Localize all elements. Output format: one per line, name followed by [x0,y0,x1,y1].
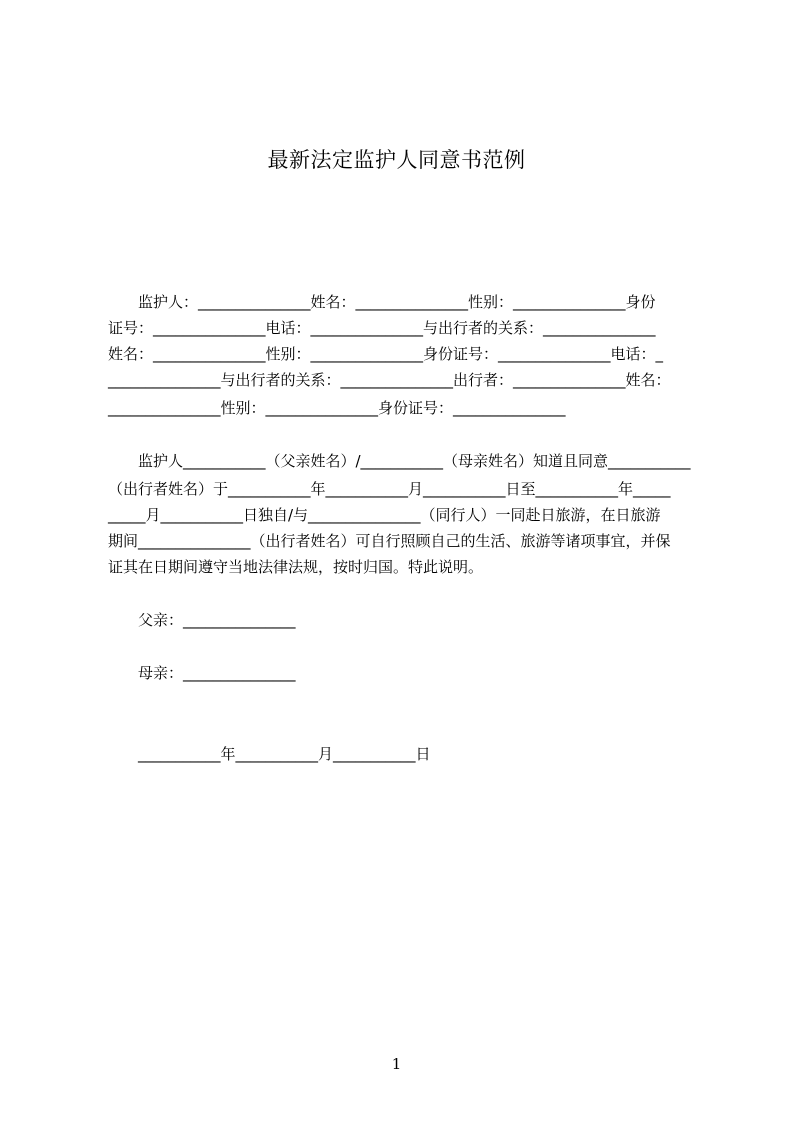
document-title: 最新法定监护人同意书范例 [267,148,526,172]
section2-line-2: （出行者姓名）于___________年___________月___________日至___________年_____ [108,480,671,498]
section2-line-1: 监护人___________（父亲姓名）/___________（母亲姓名）知道且同意___________ [108,452,691,470]
section2-line-3: _____月___________日独自/与_______________（同行人）一同赴日旅游，在日旅游 [108,506,661,524]
section1-line-1: 监护人：_______________姓名：_______________性别：_______________身份 [108,293,656,311]
section1-line-2: 证号：_______________电话：_______________与出行者的关系：_______________ [108,319,656,337]
page-number: 1 [391,1055,402,1073]
section2-line-4: 期间_______________（出行者姓名）可自行照顾自己的生活、旅游等诸项事宜，并保 [108,532,671,550]
date-line: ___________年___________月___________日 [108,745,431,763]
section1-line-4: _______________与出行者的关系：_______________出行者：_______________姓名： [108,371,671,389]
section1-line-5: _______________性别：_______________身份证号：_______________ [108,399,566,417]
mother-signature-line: 母亲：_______________ [108,664,296,682]
section1-line-3: 姓名：_______________性别：_______________身份证号：_______________电话：_ [108,345,664,363]
section2-line-5: 证其在日期间遵守当地法律法规，按时归国。特此说明。 [108,558,484,576]
father-signature-line: 父亲：_______________ [108,611,296,629]
